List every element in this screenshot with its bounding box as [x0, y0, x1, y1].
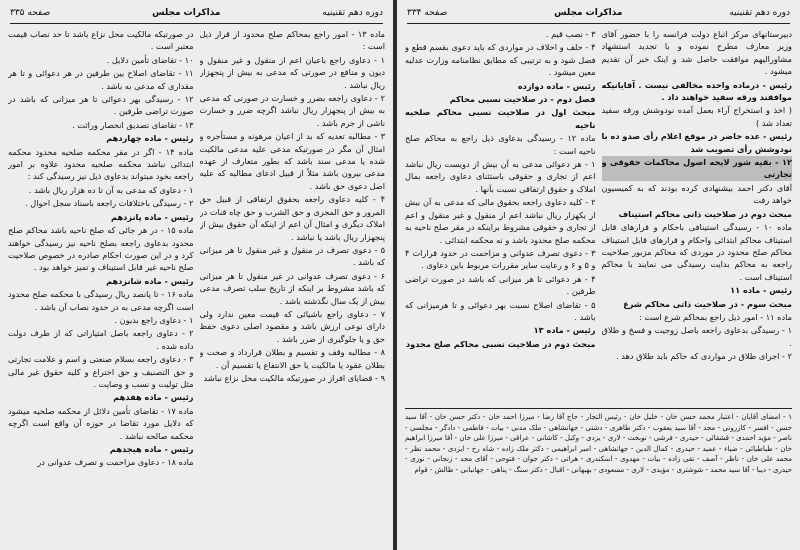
paragraph: ماده ۱۱ - امور ذیل راجع بمحاکم شرع است :	[639, 311, 792, 322]
paragraph: ۱۲ - بقیه شور لایحه اصول محاکمات حقوقی و تجارتی	[601, 157, 792, 180]
paragraph: ۲ - اجرای طلاق در مواردی که حاکم باید طلاق دهد .	[616, 351, 792, 362]
paragraph: رئیس - درماده واحده مخالفی نیست . آقایانیکه موافقند ورقه سفید خواهند داد .	[601, 79, 792, 103]
paragraph: ۱۳ - تقاضای تصدیق انحصار وراثت .	[72, 119, 194, 130]
paragraph: رئیس - ماده شانزدهم	[106, 275, 194, 286]
paragraph: ۵ - تقاضای اصلاح نسبت بهر دعوائی و تا هرمیزانی که باشد .	[405, 299, 596, 322]
paragraph: فصل دوم - در صلاحیت نسبی محاکم	[449, 94, 596, 105]
paragraph: ماده ۱۵ - در هر جائی که صلح ناحیه باشد محاکم صلح محدود بدعاوی راجعه بصلح ناحیه نیز رسیدگی خواهند کرد و در این صورت احکام صادره در خصوص صلاحیت صلح ناحیه غیر قابل استیناف و تمیز خواهد بود .	[8, 225, 194, 273]
paragraph: ( اخذ و استخراج آراء بعمل آمده نودوشش ورقه سفید تعداد شد )	[601, 105, 792, 128]
page-header	[407, 6, 790, 24]
paragraph: ماده ۱۸ - دعاوی مزاحمت و تصرف عدوانی در	[37, 457, 194, 468]
paragraph: رئیس - ماده دوازده	[517, 80, 596, 91]
paragraph: ماده ۱۴ - اگر در مقر محکمه صلحیه محدود محکمه ابتدائی نباشد محکمه صلحیه محدود علاوه بر امور راجعه بخود میتواند بدعاوی ذیل نیز رسیدگی کند :	[8, 146, 194, 182]
paragraph: ۳ - مطالبه تعدیه که بد از اعیان مرهونه و مستأجره و امثال آن مگر در صورتیکه مدعی علیه مدعی مالکیت شده یا مدعی سند باشد که بطور متعارف از عهده مدعی بیرون باشد مثلاً از قبیل ادعای مطالبه که علیه اصل دعوی حق باشد .	[199, 131, 385, 191]
paragraph: ۴ - کلیه دعاوی راجعه بحقوق ارتفاقی از قبیل حق المرور و حق المجری و حق الشرب و حق چاه قنات در املاک دیگری و امثال آن اعم از اینکه آن حقوق بیش از پنجهزار ریال باشد یا نباشد .	[199, 194, 385, 242]
footnote-signatures: ۱ - امضای آقایان - اعتبار محمد حسن خان - خلیل خان - رئیس التجار - حاج آقا رضا - میرزا احمد خان - دکتر حسن خان - آقا سید حسن - افسر - کازرونی - مجد - آقا سید یعقوب - دکتر طاهری - دشتی - جهانشاهی - ملک مدنی - بیات - فاطمی - دادگر - مجلسی - ناصر - مؤید احمدی - قشقائی - حیدری - فرشی - نوبخت - لاری - یزدی - وکیل - کاشانی - عراقی - میرزا علی خان - آقا میرزا ابراهیم خان - طباطبائی - ضیاء - عمید - حیدری - کمال الدین - جهانشاهی - امیر ابراهیمی - دکتر ملک زاده - شاه رخ - ایزدی - محمد نظر - محمد علی خان - ناظر - آصف - تقی زاده - بیات - مهدوی - اسکندری - هراتی - دکتر جوان - فتوحی - آقای مجد - زنجانی - نوری - حیدری - دیبا - آقا سید محمد - شوشتری - مؤیدی - لاری - مسعودی - بهبهانی - اقبال - دکتر سنگ - پناهی - جهانبانی - طالش - قوام	[405, 408, 792, 542]
header-term: دوره دهم تقنینیه	[729, 8, 790, 18]
paragraph: ماده ۱۳ - امور راجع بمحاکم صلح محدود از قرار ذیل است :	[199, 29, 385, 52]
paragraph: رئیس - ماده ۱۳	[533, 325, 596, 336]
paragraph: ۴ - هر دعوائی تا هر میزانی که باشد در صورت تراضی طرفین .	[405, 273, 596, 297]
header-page-number: صفحه ۳۳۴	[407, 8, 448, 18]
right-page	[397, 0, 800, 550]
paragraph: در صورتیکه مالکیت محل نزاع باشد تا حد نصاب قیمت معتبر است .	[8, 29, 194, 52]
header-title: مذاکرات مجلس	[554, 8, 623, 18]
paragraph: مبحث اول در صلاحیت نسبی محاکم صلحیه ناحیه	[405, 107, 596, 130]
paragraph: مبحث سوم - در صلاحیت ذاتی محاکم شرع	[623, 298, 792, 309]
column-right	[602, 28, 793, 410]
paragraph: ۳ - دعوی تصرف عدوانی و مزاحمت در حدود قرارات ۴ و ۵ و ۶ و رعایت سایر مقررات مربوط باین دعاوی .	[405, 247, 596, 271]
paragraph: ۱ - هر دعوائی مدعی به آن بیش از دویست ریال نباشد اعم از تجاری و حقوقی باستثنای دعاوی راجعه بمال املاک و حقوق ارتفاقی نسبت بآنها .	[405, 159, 596, 194]
paragraph: رئیس - ماده چهاردهم	[106, 133, 194, 144]
paragraph: ماده ۱۲ - رسیدگی بدعاوی ذیل راجع به محاکم صلح ناحیه است :	[405, 133, 596, 156]
header-term: دوره دهم تقنینیه	[322, 8, 383, 18]
paragraph: رئیس - ماده ۱۱	[730, 285, 792, 296]
paragraph: مبحث دوم در صلاحیت ذاتی محاکم استیناف	[618, 208, 792, 219]
page-header	[10, 6, 383, 24]
paragraph: ۱ - دعاوی راجع باعیان اعم از منقول و غیر منقول و دیون و منافع در صورتی که مدعی به بیش از پنجهزار ریال نباشد .	[199, 54, 385, 90]
header-page-number: صفحه ۳۳۵	[10, 8, 51, 18]
paragraph: ۲ - کلیه دعاوی راجعه بحقوق مالی که مدعی به آن بیش از یکهزار ریال نباشد اعم از منقول و غیر منقول و اعم از تجاری و حقوقی مشروط براینکه در مقر صلح ناحیه به محکمه صلح محدود باشد و نه محکمه ابتدائی .	[405, 197, 596, 245]
paragraph: رئیس - ماده پانزدهم	[111, 211, 194, 222]
paragraph: دبیرستانهای مرکز اتباع دولت فرانسه را با حضور آقای وزیر معارف مطرح نموده و با تجدید استشهاد مشاورالیهم موافقت حاصل شد و اینک خبر آن تقدیم میشود .	[601, 29, 792, 77]
paragraph: ۷ - دعاوی راجع باشیائی که قیمت معین ندارد ولی دارای نوعی ارزش باشد و مقصود اصلی دعوی حفظ حق و یا جلوگیری از ضرر باشد .	[199, 308, 385, 344]
paragraph: رئیس - ماده هفدهم	[113, 392, 194, 403]
paragraph: ۴ - حلف و احلاف در مواردی که باید دعوی بقسم قطع و فصل شود و به ترتیبی که مطابق نظامنامه وزارت عدلیه معین میشود .	[405, 42, 596, 78]
paragraph: ۸ - مطالبه وقف و تقسیم و بطلان قرارداد و صحت و بطلان عقود یا مالکیت یا حق الانتفاع یا تقسیم آن .	[199, 347, 385, 370]
paragraph: ۱۲ - رسیدگی بهر دعوائی تا هر میزانی که باشد در صورت تراضی طرفین .	[8, 94, 194, 117]
text-columns	[405, 28, 792, 410]
paragraph: ۲ - رسیدگی باختلافات راجعه باسناد سجل احوال .	[25, 198, 194, 209]
paragraph: ۹ - قضاياى افراز در صورتيكه مالكيت محل نزاع نباشد	[203, 372, 385, 383]
left-page	[0, 0, 393, 550]
paragraph: رئیس - عده حاضر در موقع اعلام رأی صدو ده با نودوشش رأی تصویب شد	[601, 131, 792, 154]
paragraph: ۱۱ - تقاضای اصلاح بین طرفین در هر دعوائی و تا هر مقداری که مدعی به باشد .	[8, 68, 194, 91]
column-right	[200, 28, 386, 544]
paragraph: رئیس - ماده هیجدهم	[109, 444, 194, 454]
paragraph: ۱ - دعاوی که مدعی به آن تا ده هزار ریال باشد .	[28, 184, 194, 195]
text-columns	[8, 28, 385, 544]
paragraph: مبحث دوم در صلاحیت نسبی محاکم صلح محدود	[405, 338, 596, 349]
paragraph: ۱ - دعاوی راجع بدیون .	[114, 314, 194, 325]
paragraph: ماده ۱۰ - رسیدگی استینافی باحکام و قرارهای قابل استیناف محاکم ابتدائی واحکام و قرارهای قابل استیناف محاکم صلح محدود در موردی که محاکم مزبور صلاحیت راجعه به محاکم بدایت رسیدگی می نمایند با محاکم استیناف است .	[601, 222, 792, 282]
paragraph: ۲ - دعاوی راجعه باصل امتیازاتی که از طرف دولت داده شده .	[8, 328, 194, 351]
column-left	[405, 28, 596, 410]
paragraph: ۱۰ - تقاضای تأمین دلایل .	[106, 54, 194, 65]
paragraph: آقای دکتر احمد بیشنهادی کرده بودند که به کمیسیون خواهد رفت	[601, 182, 792, 206]
paragraph: ماده ۱۶ - تا پانصد ریال رسیدگی با محکمه صلح محدود است اگرچه مدعی به در حدود نصاب آن باشد .	[8, 289, 194, 312]
paragraph: ۳ - نصب قیم .	[545, 29, 596, 39]
column-left	[8, 28, 194, 544]
paragraph: ۶ - دعوی تصرف عدوانی در غیر منقول تا هر میزانی که باشد مشروط بر اینکه از تاریخ سلب تصرف مدعی بیش از یک سال نگذشته باشد .	[199, 270, 385, 306]
paragraph: ۲ - دعاوی راجعه بضرر و خسارت در صورتی که مدعی به بیش از پنجهزار ریال نباشد اگرچه ضرر و خسارت ناشی از جرم باشد .	[199, 93, 385, 128]
paragraph: ۱ - رسیدگی بدعاوی راجعه باصل زوجیت و فسخ و طلاق .	[601, 325, 792, 348]
paragraph: ماده ۱۷ - تقاضای تأمین دلائل از محکمه صلحیه میشود که دلایل مورد تقاضا در حوزه آن واقع است اگرچه محکمه صالحه نباشد .	[8, 405, 194, 441]
paragraph: ۳ - دعاوی راجعه بسلام صنعتی و اسم و علامت تجارتی و حق التصنیف و حق اختراع و کلیه حقوق غیر مالی مثل تولیت و نسب و وصایت .	[8, 354, 194, 389]
header-title: مذاکرات مجلس	[152, 8, 221, 18]
paragraph: ۵ - دعوی تصرف در منقول و غیر منقول تا هر میزانی که باشد .	[199, 244, 385, 268]
